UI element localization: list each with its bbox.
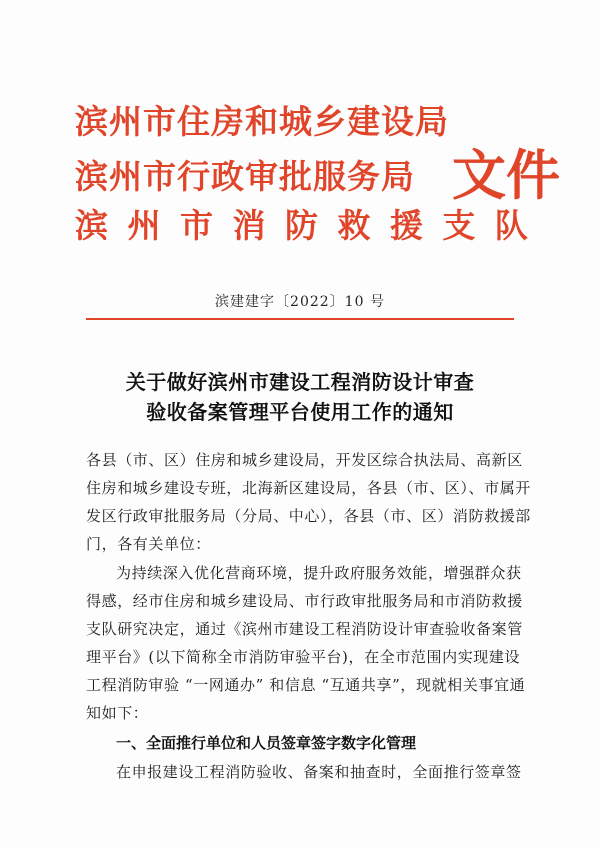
recipients-line-4: 门，各有关单位： [86,535,211,553]
paragraph1-line-4: 理平台》(以下简称全市消防审验平台)，在全市范围内实现建设 [86,648,521,666]
document-title-line-1: 关于做好滨州市建设工程消防设计审查 [125,370,475,394]
doc-type-label: 文件 [452,143,560,207]
document-title-line-2: 验收备案管理平台使用工作的通知 [146,400,454,424]
issuer-approval-bureau: 滨州市行政审批服务局 [75,157,415,196]
issuer-housing-bureau: 滨州市住房和城乡建设局 [75,102,449,141]
paragraph1-line-6: 知如下： [86,704,149,722]
section1-heading: 一、全面推行单位和人员签章签字数字化管理 [116,734,417,752]
issuer-fire-rescue: 滨 州 市 消 防 救 援 支 队 [75,206,532,245]
paragraph1-line-5: 工程消防审验 “一网通办” 和信息 “互通共享”，现就相关事宜通 [86,676,526,694]
recipients-line-1: 各县（市、区）住房和城乡建设局，开发区综合执法局、高新区 [86,451,523,469]
paragraph1-line-2: 得感，经市住房和城乡建设局、市行政审批服务局和市消防救援 [86,592,523,610]
paragraph1-line-1: 为持续深入优化营商环境，提升政府服务效能，增强群众获 [116,564,522,582]
section1-text: 在申报建设工程消防验收、备案和抽查时，全面推行签章签 [116,763,522,781]
recipients-line-3: 发区行政审批服务局（分局、中心），各县（市、区）消防救援部 [86,507,531,525]
red-divider [86,318,514,320]
document-number: 滨建建字〔2022〕10 号 [215,294,385,310]
paragraph1-line-3: 支队研究决定，通过《滨州市建设工程消防设计审查验收备案管 [86,620,523,638]
recipients-line-2: 住房和城乡建设专班，北海新区建设局，各县（市、区）、市属开 [86,479,531,497]
